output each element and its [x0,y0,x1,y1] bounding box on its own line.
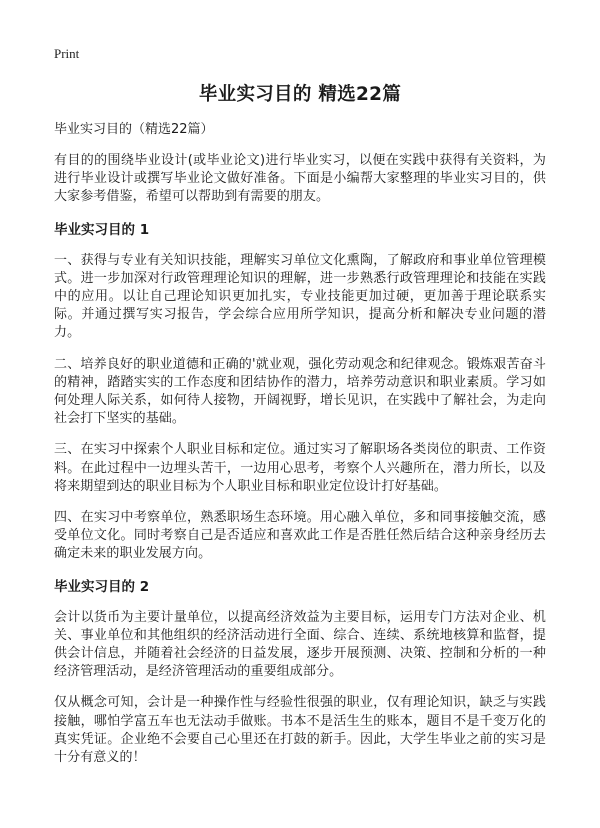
article-subtitle: 毕业实习目的（精选22篇） [54,122,214,137]
intro-paragraph: 有目的的围绕毕业设计(或毕业论文)进行毕业实习，以便在实践中获得有关资料，为进行毕业设计或撰写毕业论文做好准备。下面是小编帮大家整理的毕业实习目的，供大家参考借鉴，希望可以帮助到有需要的朋友。 [54,153,546,205]
article-body [54,121,546,780]
page-title: 毕业实习目的 精选22篇 [198,84,402,105]
section-1-paragraph-2: 二、培养良好的职业道德和正确的'就业观，强化劳动观念和纪律观念。锻炼艰苦奋斗的精神，踏踏实实的工作态度和团结协作的潜力，培养劳动意识和职业素质。学习如何处理人际关系，如何待人接物，开阔视野，增长见识，在实践中了解社会，为走向社会打下坚实的基础。 [54,356,546,427]
section-heading-1: 毕业实习目的 1 [54,221,150,238]
section-heading-2: 毕业实习目的 2 [54,578,150,595]
section-1-paragraph-1: 一、获得与专业有关知识技能，理解实习单位文化熏陶，了解政府和事业单位管理模式。进一步加深对行政管理理论知识的理解，进一步熟悉行政管理理论和技能在实践中的应用。以让自己理论知识更加扎实，专业技能更加过硬，更加善于理论联系实际。并通过撰写实习报告，学会综合应用所学知识，提高分析和解决专业问题的潜力。 [54,252,546,341]
print-link[interactable]: Print [54,46,80,61]
section-2-paragraph-2: 仅从概念可知，会计是一种操作性与经验性很强的职业，仅有理论知识，缺乏与实践接触，哪怕学富五车也无法动手做账。书本不是活生生的账本，题目不是千变万化的真实凭证。企业绝不会要自己心里还在打鼓的新手。因此，大学生毕业之前的实习是十分有意义的！ [54,695,546,766]
section-1-paragraph-3: 三、在实习中探索个人职业目标和定位。通过实习了解职场各类岗位的职责、工作资料。在此过程中一边埋头苦干，一边用心思考，考察个人兴趣所在，潜力所长，以及将来期望到达的职业目标为个人职业目标和职业定位设计打好基础。 [54,442,546,494]
section-1-paragraph-4: 四、在实习中考察单位，熟悉职场生态环境。用心融入单位，多和同事接触交流，感受单位文化。同时考察自己是否适应和喜欢此工作是否胜任然后结合这种亲身经历去确定未来的职业发展方向。 [54,510,546,562]
section-2-paragraph-1: 会计以货币为主要计量单位，以提高经济效益为主要目标，运用专门方法对企业、机关、事业单位和其他组织的经济活动进行全面、综合、连续、系统地核算和监督，提供会计信息，并随着社会经济的日益发展，逐步开展预测、决策、控制和分析的一种经济管理活动，是经济管理活动的重要组成部分。 [54,609,546,680]
